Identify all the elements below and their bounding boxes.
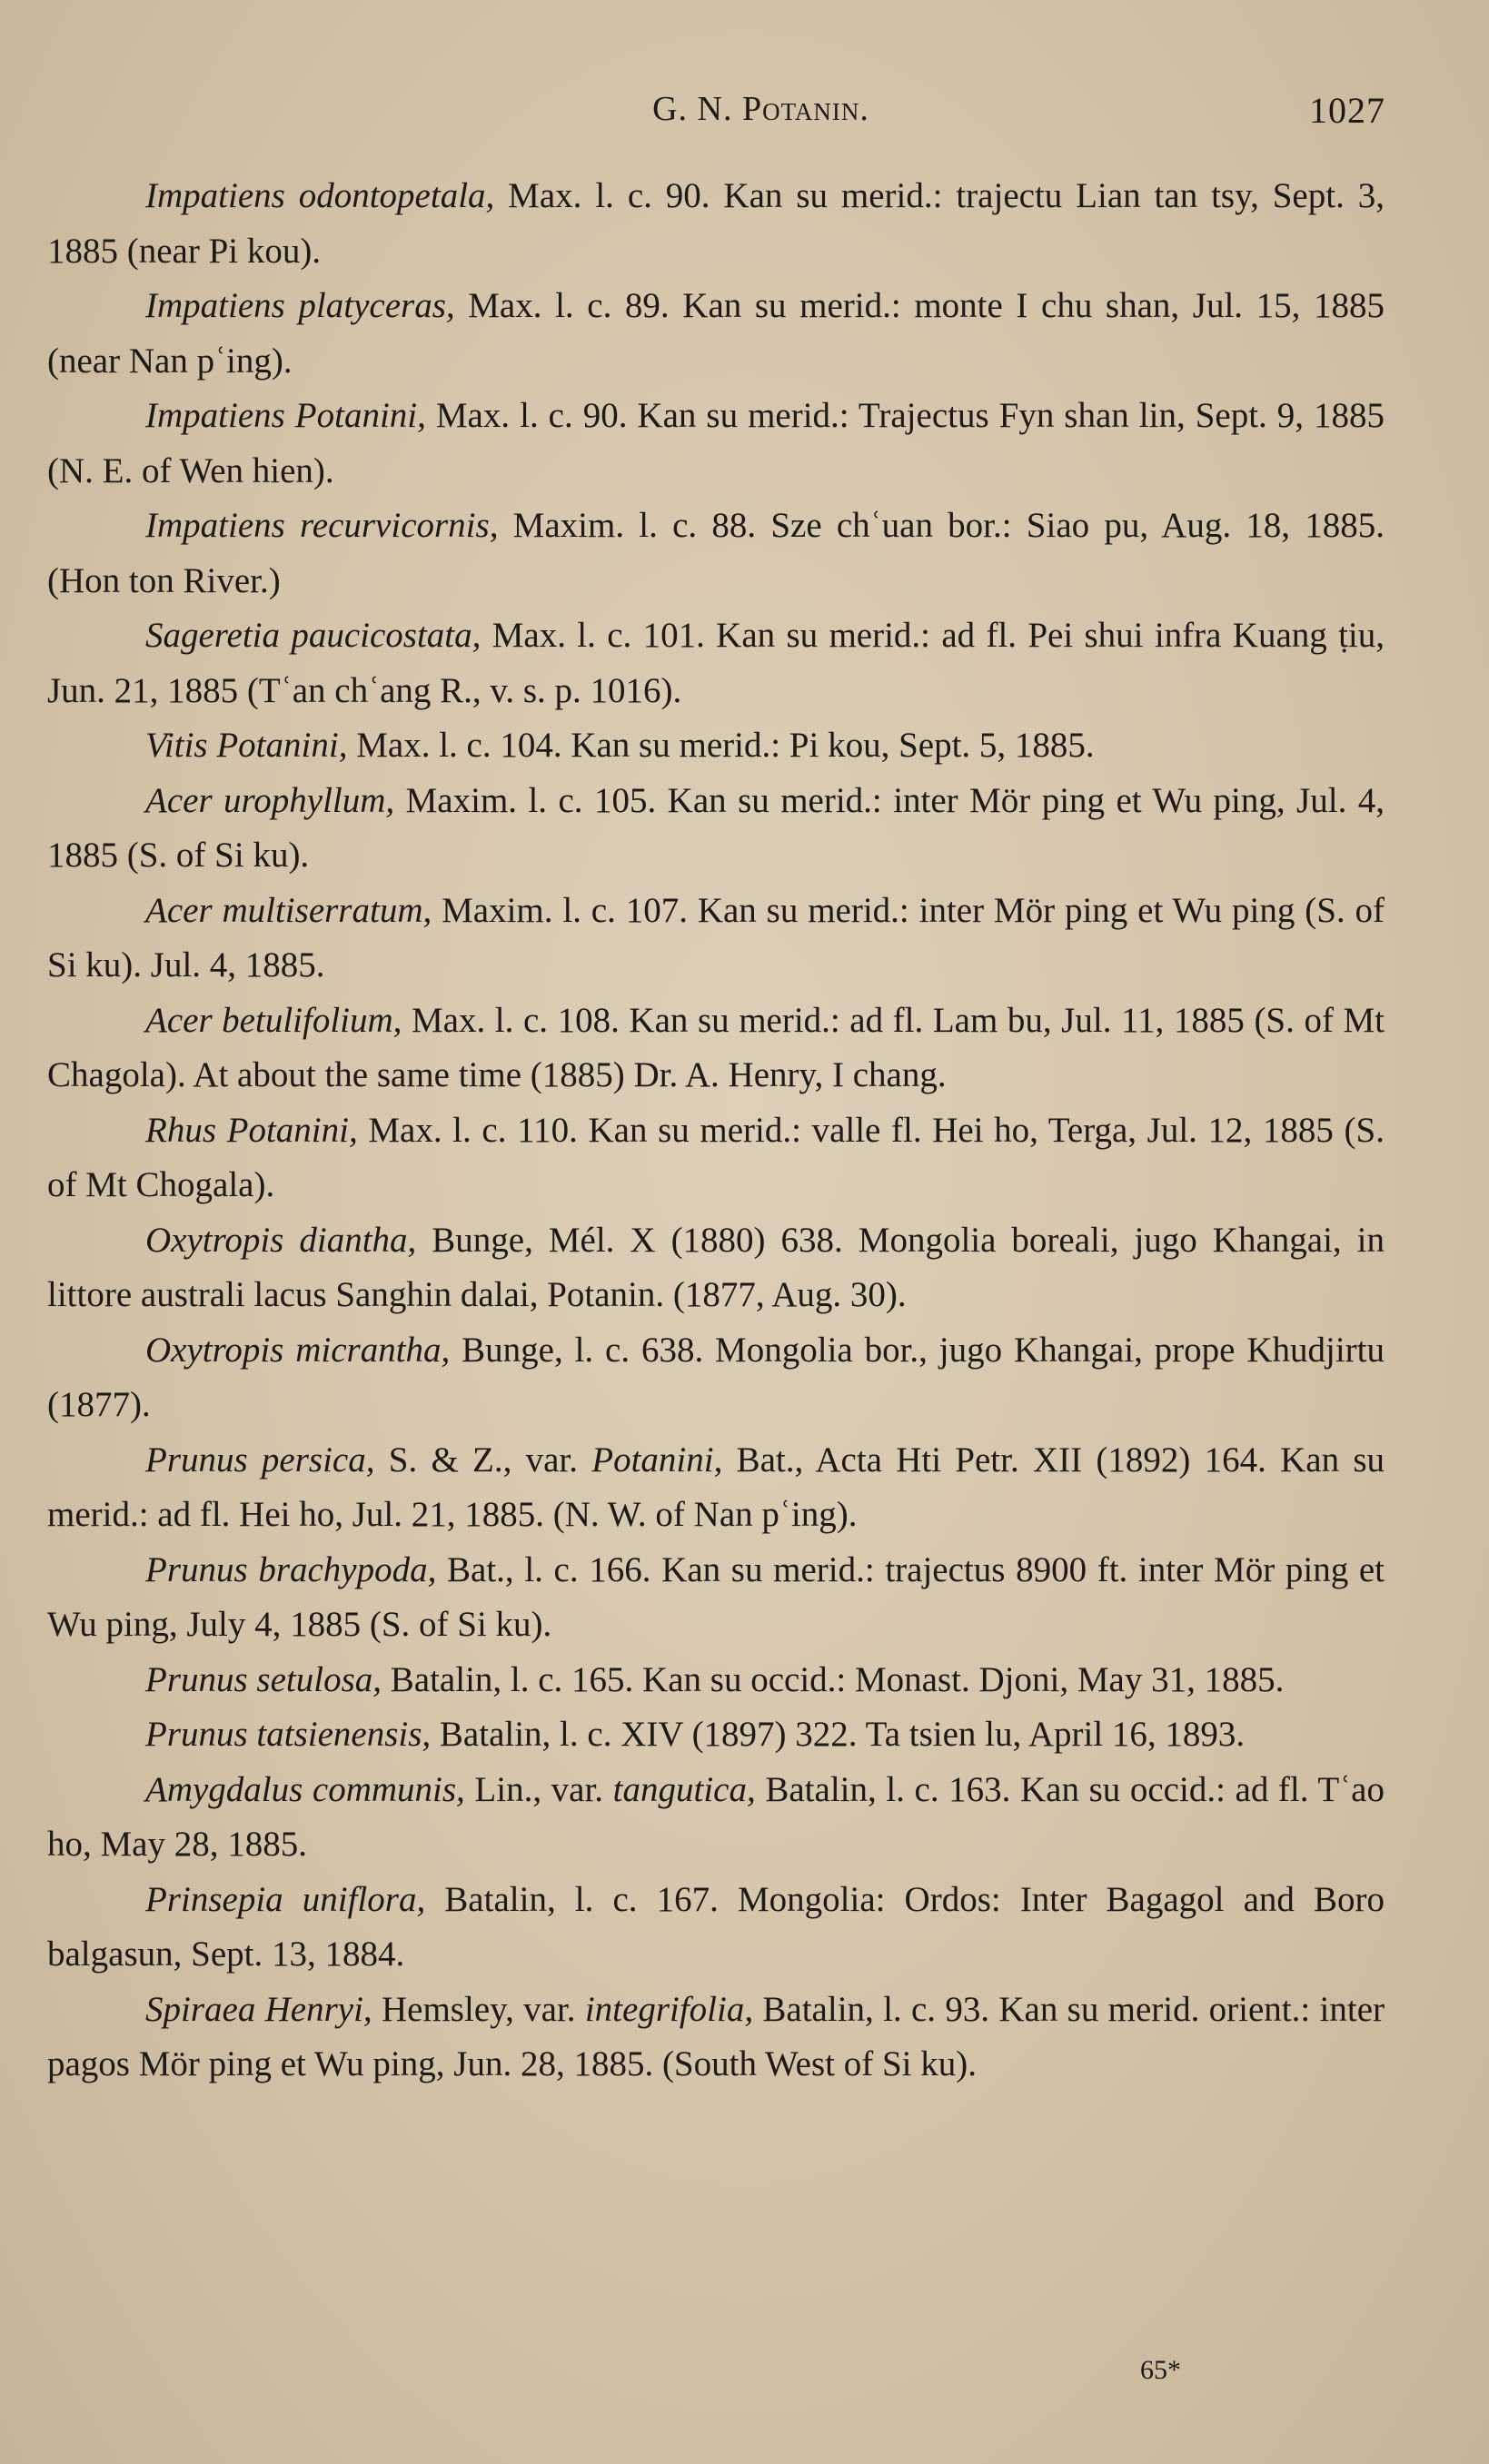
species-entry xyxy=(47,1763,1385,1873)
species-list xyxy=(47,169,1385,2093)
species-entry xyxy=(47,1323,1385,1433)
species-name: Spiraea Henryi, xyxy=(145,1989,372,2029)
page-number: 1027 xyxy=(1309,90,1385,131)
species-entry xyxy=(47,884,1385,994)
signature-mark: 65* xyxy=(1140,2355,1181,2385)
species-citation: Max. l. c. 108. Kan su merid.: ad fl. Lam bu, Jul. 11, 1885 (S. of Mt Chagola). At about the same time (1885) Dr. A. Henry, I chang. xyxy=(47,1000,1385,1094)
species-citation: Max. l. c. 101. Kan su merid.: ad fl. Pei shui infra Kuang ṭiu, Jun. 21, 1885 (Tʿan chʿang R., v. s. p. 1016). xyxy=(47,616,1385,710)
species-name: Impatiens odontopetala, xyxy=(145,176,495,215)
species-citation: Batalin, l. c. XIV (1897) 322. Ta tsien lu, April 16, 1893. xyxy=(431,1715,1246,1754)
species-name: Acer betulifolium, xyxy=(145,1000,402,1040)
species-entry xyxy=(47,1983,1385,2093)
variety-name: Potanini, xyxy=(591,1440,723,1479)
species-citation: Lin., var. xyxy=(464,1769,613,1809)
species-name: Amygdalus communis, xyxy=(145,1769,465,1809)
species-citation: Max. l. c. 89. Kan su merid.: monte I chu shan, Jul. 15, 1885 (near Nan pʿing). xyxy=(47,286,1385,381)
species-name: Oxytropis diantha, xyxy=(145,1220,417,1260)
species-citation: Bunge, l. c. 638. Mongolia bor., jugo Khangai, prope Khudjirtu (1877). xyxy=(47,1330,1385,1424)
species-entry xyxy=(47,389,1385,499)
species-entry xyxy=(47,774,1385,884)
species-name: Prunus tatsienensis, xyxy=(145,1715,432,1754)
species-entry xyxy=(47,169,1385,279)
species-citation: Max. l. c. 90. Kan su merid.: Trajectus Fyn shan lin, Sept. 9, 1885 (N. E. of Wen hien). xyxy=(47,396,1385,490)
variety-name: integrifolia, xyxy=(584,1989,754,2029)
species-name: Acer multiserratum, xyxy=(145,890,432,930)
running-head: G. N. Potanin. xyxy=(652,90,869,128)
species-name: Acer urophyllum, xyxy=(145,780,395,820)
species-entry xyxy=(47,1433,1385,1543)
page-header xyxy=(136,89,1385,143)
species-entry xyxy=(47,1653,1385,1708)
species-citation: Max. l. c. 104. Kan su merid.: Pi kou, Sept. 5, 1885. xyxy=(347,726,1095,765)
species-name: Impatiens Potanini, xyxy=(145,396,426,435)
species-citation: Max. l. c. 110. Kan su merid.: valle fl. Hei ho, Terga, Jul. 12, 1885 (S. of Mt Chogala). xyxy=(47,1110,1385,1204)
species-citation: Maxim. l. c. 88. Sze chʿuan bor.: Siao pu, Aug. 18, 1885. (Hon ton River.) xyxy=(47,506,1385,600)
species-name: Rhus Potanini, xyxy=(145,1110,358,1150)
species-entry xyxy=(47,1103,1385,1213)
species-name: Impatiens recurvicornis, xyxy=(145,506,499,545)
species-entry xyxy=(47,609,1385,718)
species-entry xyxy=(47,994,1385,1103)
species-entry xyxy=(47,1707,1385,1763)
species-citation: Maxim. l. c. 107. Kan su merid.: inter Mör ping et Wu ping (S. of Si ku). Jul. 4, 1885. xyxy=(47,890,1385,985)
species-name: Oxytropis micrantha, xyxy=(145,1330,451,1370)
species-citation: Batalin, l. c. 165. Kan su occid.: Monast. Djoni, May 31, 1885. xyxy=(382,1659,1285,1699)
species-citation: Batalin, l. c. 167. Mongolia: Ordos: Inter Bagagol and Boro balgasun, Sept. 13, 1884. xyxy=(47,1879,1385,1974)
species-citation: Bunge, Mél. X (1880) 638. Mongolia boreali, jugo Khangai, in littore australi lacus Sanghin dalai, Potanin. (1877, Aug. 30). xyxy=(47,1220,1385,1314)
species-entry xyxy=(47,718,1385,774)
species-citation-cont: Bat., Acta Hti Petr. XII (1892) 164. Kan su merid.: ad fl. Hei ho, Jul. 21, 1885. (N. W. of Nan pʿing). xyxy=(47,1440,1385,1534)
species-entry xyxy=(47,1873,1385,1983)
species-name: Vitis Potanini, xyxy=(145,726,348,765)
variety-name: tangutica, xyxy=(612,1769,756,1809)
species-name: Prunus persica, xyxy=(145,1440,375,1479)
species-citation: Bat., l. c. 166. Kan su merid.: trajectus 8900 ft. inter Mör ping et Wu ping, July 4, 1885 (S. of Si ku). xyxy=(47,1549,1385,1644)
species-entry xyxy=(47,279,1385,389)
species-citation: S. & Z., var. xyxy=(374,1440,592,1479)
species-entry xyxy=(47,1213,1385,1323)
species-citation-cont: Batalin, l. c. 93. Kan su merid. orient.: inter pagos Mör ping et Wu ping, Jun. 28, 1885. (South West of Si ku). xyxy=(47,1989,1385,2083)
species-name: Prunus brachypoda, xyxy=(145,1549,437,1589)
species-citation: Max. l. c. 90. Kan su merid.: trajectu Lian tan tsy, Sept. 3, 1885 (near Pi kou). xyxy=(47,176,1385,271)
species-citation: Hemsley, var. xyxy=(372,1989,585,2029)
species-citation: Maxim. l. c. 105. Kan su merid.: inter Mör ping et Wu ping, Jul. 4, 1885 (S. of Si ku). xyxy=(47,780,1385,875)
species-name: Prinsepia uniflora, xyxy=(145,1879,426,1919)
species-name: Impatiens platyceras, xyxy=(145,286,455,325)
species-name: Prunus setulosa, xyxy=(145,1659,382,1699)
species-citation-cont: Batalin, l. c. 163. Kan su occid.: ad fl. Tʿao ho, May 28, 1885. xyxy=(47,1769,1385,1864)
species-entry xyxy=(47,1543,1385,1653)
species-name: Sageretia paucicostata, xyxy=(145,616,481,655)
species-entry xyxy=(47,499,1385,609)
